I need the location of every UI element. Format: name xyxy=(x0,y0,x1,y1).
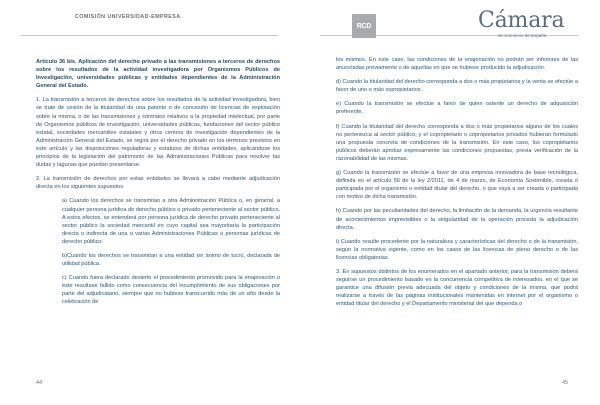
item-g: g) Cuando la transmisión se efectúe a favor de una empresa innovadora de base tecnológica, definida en el artículo 56 de la ley 2/2011, de 4 de marzo, de Economía Sostenible, creada o participada por el organismo o entidad titular del derecho, o que vaya a ser creada o participada con motivo de dicha transmisión. xyxy=(336,170,578,201)
article-heading: Artículo 36 bis. Aplicación del derecho privado a las transmisiones a terceros de derechos sobre los resultados de la actividad investigadora por Organismos Públicos de Investigación, universidades públicas y entidades dependientes de la Administración General del Estado. xyxy=(36,59,280,90)
paragraph-3: 3. En supuestos distintos de los enumerados en el apartado anterior, para la transmisión deberá seguirse un procedimiento basado en la concurrencia competitiva de interesados, en el que se garantice una difusión previa adecuada del objeto y condiciones de la misma, que podrá realizarse a través de las páginas institucionales mantenidas en internet por el organismo o entidad titular del derecho y el Departamento ministerial del que dependa o xyxy=(336,268,578,308)
item-c: c) Cuando fuera declarado desierto el procedimiento promovido para la enajenación o éste resultase fallido como consecuencia del incumplimiento de sus obligaciones por parte del adjudicatario, siempre que no hubiese transcurrido más de un año desde la celebración de xyxy=(62,275,280,306)
item-i: i) Cuando resulte procedente por la naturaleza y características del derecho o de la transmisión, según la normativa vigente, como en los casos de las licencias de pleno derecho o de las licencias obligatorias. xyxy=(336,238,578,261)
right-text-column xyxy=(336,56,578,314)
camara-logo-subtitle: de Comercio de España xyxy=(498,33,547,38)
rcd-logo-text: RCD xyxy=(356,22,372,30)
item-f: f) Cuando la titularidad del derecho corresponda a dos o más propietarios alguno de los cuales no pertenezca al sector público, y el copropietario o copropietarios privados hubieran formulado una propuesta concreta de condiciones de la transmisión. En este caso, los copropietarios públicos deberán aprobar expresamente las condiciones propuestas, previa verificación de la razonabilidad de las mismas. xyxy=(336,123,578,162)
header-divider-left xyxy=(20,35,278,36)
page-number-left: 44 xyxy=(36,380,42,386)
paragraph-2: 2. La transmisión de derechos por estas entidades se llevará a cabo mediante adjudicación directa en los siguientes supuestos: xyxy=(36,176,280,191)
item-b: b)Cuando los derechos se transmitan a una entidad sin ánimo de lucro, declarada de utilidad pública. xyxy=(62,252,280,268)
left-text-column xyxy=(36,58,280,313)
item-a: a) Cuando los derechos se transmitan a otra Administración Pública o, en general, a cualquier persona jurídica de derecho público o privado perteneciente al sector público. A estos efectos, se entenderá por persona jurídica de derecho privado perteneciente al sector público la sociedad mercantil en cuyo capital sea mayoritaria la participación directa o indirecta de una o varias Administraciones Públicas o personas jurídicas de derecho público. xyxy=(62,198,280,245)
camara-logo-word: Cámara xyxy=(478,8,565,33)
page-number-right: 45 xyxy=(562,380,568,386)
paragraph-1: 1. La transmisión a terceros de derechos sobre los resultados de la actividad investigadora, bien se trate de cesión de la titularidad de una patente o de concesión de licencias de explotación sobre la misma, o de las transmisiones y contratos relativos a la propiedad intelectual, por parte de Organismos públicos de investigación, universidades públicas, fundaciones del sector público estatal, sociedades mercantiles estatales y otros centros de investigación dependientes de la Administración General del Estado, se regirá por el derecho privado en los términos previstos en este artículo y las disposiciones reguladoras y estatutos de dichas entidades, aplicándose los principios de la legislación del patrimonio de las Administraciones Públicas para resolver las dudas y lagunas que puedan presentarse. xyxy=(36,97,280,169)
item-d: d) Cuando la titularidad del derecho corresponda a dos o más propietarios y la venta se efectúe a favor de uno o más copropietarios. xyxy=(336,79,578,94)
rcd-logo xyxy=(352,14,376,38)
item-c-continued: los mismos. En este caso, las condiciones de la enajenación no podrán ser inferiores de las anunciadas previamente o de aquellas en que se hubiese producido la adjudicación. xyxy=(336,57,578,72)
camara-logo xyxy=(470,8,570,38)
item-e: e) Cuando la transmisión se efectúe a favor de quien ostente un derecho de adquisición preferente. xyxy=(336,101,578,116)
item-h: h) Cuando por las peculiaridades del derecho, la limitación de la demanda, la urgencia resultante de acontecimientos imprevisibles o la singularidad de la operación proceda la adjudicación directa. xyxy=(336,208,578,231)
header-title: COMISIÓN UNIVERSIDAD-EMPRESA xyxy=(75,14,181,20)
